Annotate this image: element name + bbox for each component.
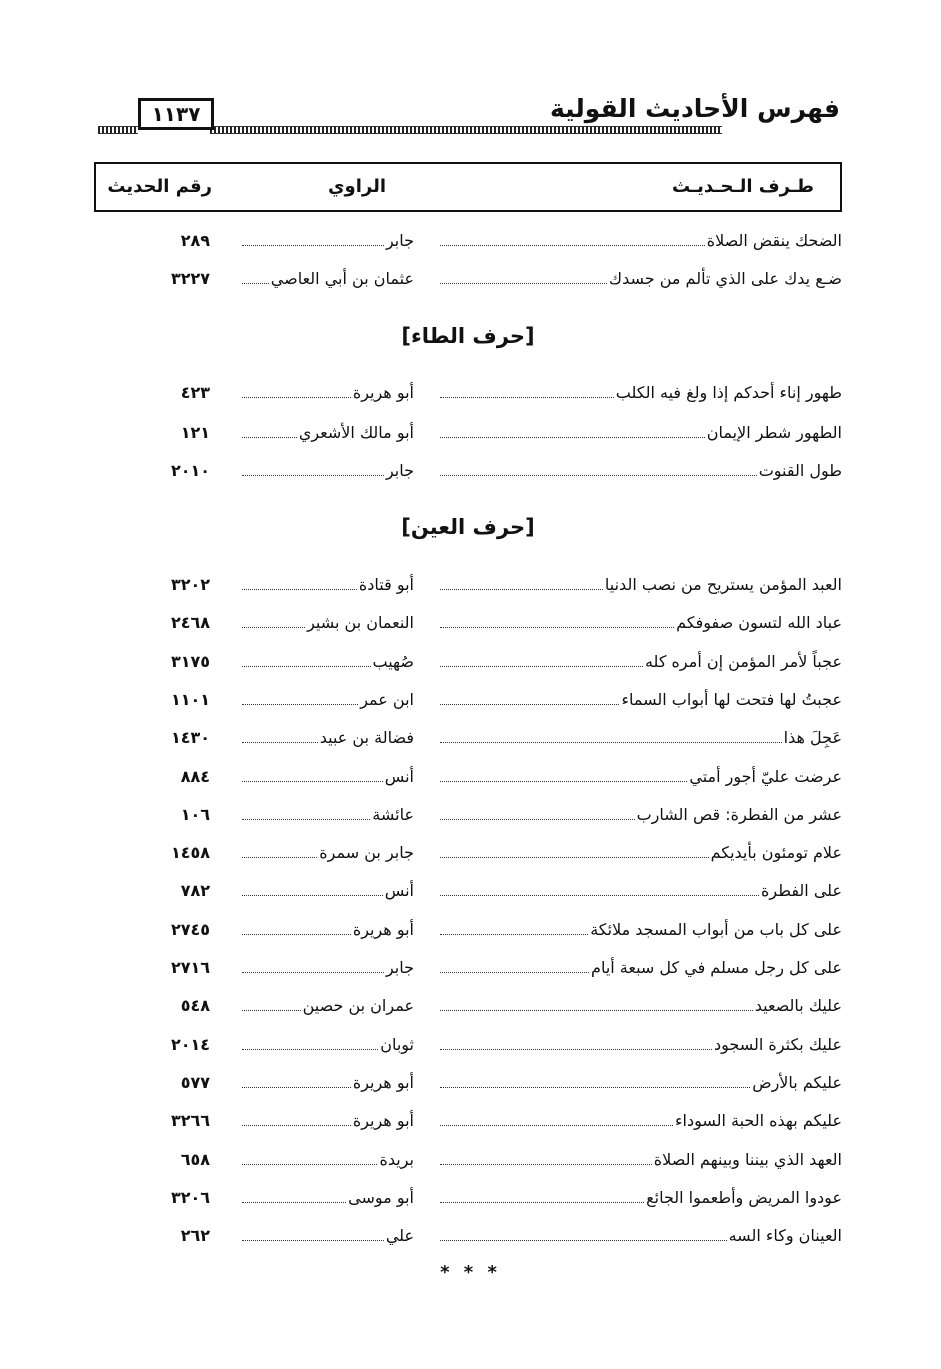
narrator-name bbox=[240, 951, 414, 981]
narrator-name-text: أبو هريرة bbox=[352, 1111, 414, 1131]
narrator-name-text: أبو هريرة bbox=[352, 383, 414, 402]
hadith-number bbox=[94, 1181, 214, 1211]
hadith-number bbox=[94, 1066, 214, 1096]
narrator-name-text: أبو موسى bbox=[348, 1187, 414, 1207]
leader-dots bbox=[440, 474, 757, 476]
leader-dots bbox=[440, 780, 687, 782]
hadith-text-text: عجباً لأمر المؤمن إن أمره كله bbox=[644, 651, 842, 671]
header-rule bbox=[210, 126, 722, 134]
narrator-name-text: صُهيب bbox=[372, 651, 414, 671]
leader-dots bbox=[242, 1009, 301, 1011]
hadith-number-text: ١١٠١ bbox=[170, 689, 210, 709]
leader-dots bbox=[242, 396, 351, 398]
index-row bbox=[94, 1181, 842, 1211]
leader-dots bbox=[242, 1048, 378, 1050]
hadith-number-text: ١٤٣٠ bbox=[170, 728, 210, 748]
hadith-text-text: العينان وكاء السه bbox=[728, 1226, 842, 1246]
hadith-number bbox=[94, 224, 214, 254]
hadith-number bbox=[94, 721, 214, 751]
hadith-number-text: ٣١٧٥ bbox=[170, 651, 210, 671]
hadith-number bbox=[94, 454, 214, 484]
hadith-text bbox=[438, 1219, 842, 1249]
index-row bbox=[94, 645, 842, 675]
narrator-name bbox=[240, 1219, 414, 1249]
leader-dots bbox=[242, 703, 358, 705]
column-narrator-label: الراوي bbox=[328, 176, 386, 197]
hadith-text-text: عجبتُ لها فتحت لها أبواب السماء bbox=[621, 689, 842, 709]
index-row bbox=[94, 606, 842, 636]
hadith-text bbox=[438, 760, 842, 790]
hadith-number bbox=[94, 1028, 214, 1058]
hadith-text bbox=[438, 454, 842, 484]
leader-dots bbox=[242, 780, 383, 782]
leader-dots bbox=[242, 436, 297, 438]
narrator-name bbox=[240, 606, 414, 636]
hadith-number bbox=[94, 913, 214, 943]
hadith-text bbox=[438, 1104, 842, 1134]
narrator-name bbox=[240, 874, 414, 904]
hadith-number-text: ٣٢٢٧ bbox=[170, 269, 210, 288]
narrator-name-text: جابر بن سمرة bbox=[319, 843, 414, 863]
narrator-name bbox=[240, 1104, 414, 1134]
leader-dots bbox=[242, 933, 351, 935]
hadith-text bbox=[438, 568, 842, 598]
hadith-number bbox=[94, 416, 214, 446]
leader-dots bbox=[242, 1163, 377, 1165]
hadith-text bbox=[438, 1181, 842, 1211]
hadith-number-text: ٢٠١٠ bbox=[170, 461, 210, 480]
narrator-name bbox=[240, 1028, 414, 1058]
narrator-name-text: أبو مالك الأشعري bbox=[298, 423, 414, 442]
narrator-name bbox=[240, 913, 414, 943]
narrator-name-text: أبو هريرة bbox=[352, 919, 414, 939]
hadith-text bbox=[438, 376, 842, 406]
hadith-number-text: ٧٨٢ bbox=[180, 881, 210, 901]
hadith-text bbox=[438, 224, 842, 254]
hadith-text bbox=[438, 913, 842, 943]
hadith-text bbox=[438, 951, 842, 981]
hadith-number bbox=[94, 760, 214, 790]
hadith-text-text: عباد الله لتسون صفوفكم bbox=[676, 613, 842, 633]
index-row bbox=[94, 874, 842, 904]
hadith-number-text: ٢٤٦٨ bbox=[170, 613, 210, 633]
index-row bbox=[94, 951, 842, 981]
narrator-name-text: أنس bbox=[384, 881, 414, 901]
hadith-text-text: عليك بكثرة السجود bbox=[714, 1034, 842, 1054]
narrator-name bbox=[240, 836, 414, 866]
hadith-text-text: عليك بالصعيد bbox=[754, 996, 842, 1016]
index-row bbox=[94, 913, 842, 943]
hadith-number bbox=[94, 798, 214, 828]
leader-dots bbox=[440, 1163, 652, 1165]
hadith-number-text: ٨٨٤ bbox=[180, 766, 210, 786]
hadith-number-text: ٣٢٠٦ bbox=[170, 1187, 210, 1207]
column-header bbox=[94, 162, 842, 212]
hadith-text-text: عليكم بهذه الحبة السوداء bbox=[674, 1111, 842, 1131]
hadith-text bbox=[438, 416, 842, 446]
narrator-name bbox=[240, 989, 414, 1019]
hadith-number-text: ٢٧١٦ bbox=[170, 958, 210, 977]
hadith-text-text: العهد الذي بيننا وبينهم الصلاة bbox=[653, 1149, 842, 1169]
leader-dots bbox=[440, 665, 643, 667]
hadith-text-text: عرضت عليّ أجور أمتي bbox=[689, 766, 842, 786]
index-row bbox=[94, 836, 842, 866]
narrator-name bbox=[240, 416, 414, 446]
hadith-number-text: ٦٥٨ bbox=[180, 1149, 210, 1169]
hadith-number-text: ١٤٥٨ bbox=[170, 843, 210, 863]
narrator-name-text: أنس bbox=[384, 766, 414, 786]
hadith-number-text: ١٢١ bbox=[180, 423, 210, 442]
hadith-number bbox=[94, 262, 214, 292]
leader-dots bbox=[440, 244, 705, 246]
narrator-name-text: علي bbox=[385, 1226, 414, 1246]
narrator-name-text: جابر bbox=[385, 231, 414, 250]
index-row bbox=[94, 224, 842, 254]
narrator-name bbox=[240, 1066, 414, 1096]
leader-dots bbox=[242, 818, 370, 820]
hadith-text bbox=[438, 1143, 842, 1173]
leader-dots bbox=[440, 1009, 753, 1011]
hadith-text-text: عودوا المريض وأطعموا الجائع bbox=[646, 1187, 842, 1207]
leader-dots bbox=[242, 474, 384, 476]
hadith-text-text: على الفطرة bbox=[760, 881, 842, 901]
leader-dots bbox=[440, 703, 619, 705]
narrator-name bbox=[240, 1181, 414, 1211]
hadith-text-text: ضـع يدك على الذي تألم من جسدك bbox=[608, 269, 842, 288]
index-row bbox=[94, 1066, 842, 1096]
hadith-text-text: عشر من الفطرة: قص الشارب bbox=[636, 804, 842, 824]
hadith-text-text: الطهور شطر الإيمان bbox=[706, 423, 842, 442]
leader-dots bbox=[242, 1239, 384, 1241]
narrator-name bbox=[240, 224, 414, 254]
leader-dots bbox=[242, 282, 269, 284]
index-row bbox=[94, 262, 842, 292]
hadith-text bbox=[438, 989, 842, 1019]
narrator-name bbox=[240, 645, 414, 675]
leader-dots bbox=[242, 1201, 346, 1203]
index-row bbox=[94, 1028, 842, 1058]
index-row bbox=[94, 1104, 842, 1134]
leader-dots bbox=[242, 894, 383, 896]
hadith-text bbox=[438, 262, 842, 292]
hadith-number bbox=[94, 606, 214, 636]
narrator-name bbox=[240, 262, 414, 292]
column-hadith-label: طـرف الـحـديـث bbox=[671, 176, 814, 197]
header-rule-left bbox=[98, 126, 138, 134]
leader-dots bbox=[440, 588, 603, 590]
leader-dots bbox=[440, 396, 614, 398]
narrator-name-text: النعمان بن بشير bbox=[307, 613, 414, 633]
narrator-name bbox=[240, 721, 414, 751]
hadith-text-text: عَجِلَ هذا bbox=[783, 728, 842, 748]
leader-dots bbox=[242, 244, 384, 246]
hadith-text bbox=[438, 645, 842, 675]
narrator-name-text: بريدة bbox=[379, 1149, 414, 1169]
leader-dots bbox=[242, 588, 357, 590]
hadith-number-text: ٢٦٢ bbox=[180, 1226, 210, 1246]
hadith-text bbox=[438, 836, 842, 866]
hadith-number bbox=[94, 836, 214, 866]
index-row bbox=[94, 798, 842, 828]
hadith-text bbox=[438, 798, 842, 828]
leader-dots bbox=[440, 1086, 750, 1088]
section-title: [حرف الطاء] bbox=[401, 324, 535, 348]
leader-dots bbox=[440, 1201, 644, 1203]
leader-dots bbox=[440, 818, 635, 820]
page-number: ١١٣٧ bbox=[138, 98, 214, 130]
hadith-text bbox=[438, 606, 842, 636]
leader-dots bbox=[242, 741, 318, 743]
leader-dots bbox=[440, 1239, 727, 1241]
hadith-number-text: ٢٠١٤ bbox=[170, 1034, 210, 1054]
narrator-name bbox=[240, 798, 414, 828]
index-row bbox=[94, 454, 842, 484]
page-header bbox=[98, 92, 840, 136]
narrator-name-text: جابر bbox=[385, 958, 414, 977]
hadith-text-text: طول القنوت bbox=[758, 461, 842, 480]
hadith-number bbox=[94, 989, 214, 1019]
hadith-text bbox=[438, 1028, 842, 1058]
hadith-number-text: ٥٧٧ bbox=[180, 1072, 210, 1092]
leader-dots bbox=[242, 1124, 351, 1126]
hadith-number-text: ١٠٦ bbox=[180, 804, 210, 824]
narrator-name-text: ابن عمر bbox=[360, 689, 414, 709]
hadith-number bbox=[94, 1143, 214, 1173]
hadith-text-text: العبد المؤمن يستريح من نصب الدنيا bbox=[604, 575, 842, 594]
narrator-name-text: أبو هريرة bbox=[352, 1072, 414, 1092]
hadith-number-text: ٣٢٦٦ bbox=[170, 1111, 210, 1131]
narrator-name bbox=[240, 376, 414, 406]
leader-dots bbox=[440, 1124, 673, 1126]
hadith-number bbox=[94, 568, 214, 598]
hadith-number-text: ٢٨٩ bbox=[180, 231, 210, 250]
index-row bbox=[94, 568, 842, 598]
narrator-name bbox=[240, 454, 414, 484]
index-row bbox=[94, 683, 842, 713]
index-row bbox=[94, 416, 842, 446]
leader-dots bbox=[242, 971, 384, 973]
narrator-name-text: فضالة بن عبيد bbox=[319, 728, 414, 748]
column-number-label: رقم الحديث bbox=[107, 176, 212, 197]
narrator-name-text: عمران بن حصين bbox=[302, 996, 414, 1016]
index-row bbox=[94, 1219, 842, 1249]
leader-dots bbox=[242, 626, 305, 628]
index-row bbox=[94, 989, 842, 1019]
hadith-text bbox=[438, 874, 842, 904]
hadith-number-text: ٢٧٤٥ bbox=[170, 919, 210, 939]
leader-dots bbox=[440, 282, 607, 284]
section-title: [حرف العين] bbox=[401, 515, 535, 539]
leader-dots bbox=[440, 894, 759, 896]
hadith-text-text: علام تومئون بأيديكم bbox=[710, 843, 842, 863]
leader-dots bbox=[440, 856, 709, 858]
hadith-text bbox=[438, 721, 842, 751]
narrator-name bbox=[240, 760, 414, 790]
leader-dots bbox=[242, 665, 371, 667]
hadith-number bbox=[94, 951, 214, 981]
leader-dots bbox=[440, 741, 782, 743]
leader-dots bbox=[440, 1048, 712, 1050]
index-row bbox=[94, 376, 842, 406]
leader-dots bbox=[242, 856, 317, 858]
narrator-name bbox=[240, 683, 414, 713]
index-row bbox=[94, 721, 842, 751]
hadith-text-text: على كل رجل مسلم في كل سبعة أيام bbox=[591, 958, 842, 977]
hadith-number bbox=[94, 874, 214, 904]
leader-dots bbox=[440, 436, 705, 438]
hadith-text bbox=[438, 683, 842, 713]
hadith-text-text: طهور إناء أحدكم إذا ولغ فيه الكلب bbox=[615, 383, 842, 402]
hadith-text-text: الضحك ينقض الصلاة bbox=[706, 231, 842, 250]
narrator-name-text: أبو قتادة bbox=[358, 575, 414, 594]
leader-dots bbox=[440, 933, 588, 935]
hadith-number bbox=[94, 1104, 214, 1134]
leader-dots bbox=[440, 971, 589, 973]
index-row bbox=[94, 760, 842, 790]
hadith-text-text: على كل باب من أبواب المسجد ملائكة bbox=[590, 919, 842, 939]
hadith-number-text: ٥٤٨ bbox=[180, 996, 210, 1016]
hadith-number bbox=[94, 376, 214, 406]
narrator-name-text: عائشة bbox=[372, 804, 414, 824]
narrator-name-text: ثوبان bbox=[380, 1034, 414, 1054]
hadith-text-text: عليكم بالأرض bbox=[752, 1072, 842, 1092]
narrator-name bbox=[240, 1143, 414, 1173]
end-mark: * * * bbox=[440, 1262, 501, 1283]
narrator-name-text: عثمان بن أبي العاصي bbox=[270, 269, 414, 288]
narrator-name bbox=[240, 568, 414, 598]
hadith-number bbox=[94, 1219, 214, 1249]
leader-dots bbox=[440, 626, 674, 628]
leader-dots bbox=[242, 1086, 351, 1088]
narrator-name-text: جابر bbox=[385, 461, 414, 480]
hadith-text bbox=[438, 1066, 842, 1096]
hadith-number-text: ٣٢٠٢ bbox=[170, 575, 210, 594]
hadith-number bbox=[94, 645, 214, 675]
index-row bbox=[94, 1143, 842, 1173]
hadith-number-text: ٤٢٣ bbox=[180, 383, 210, 402]
running-title: فهرس الأحاديث القولية bbox=[550, 94, 840, 123]
hadith-number bbox=[94, 683, 214, 713]
